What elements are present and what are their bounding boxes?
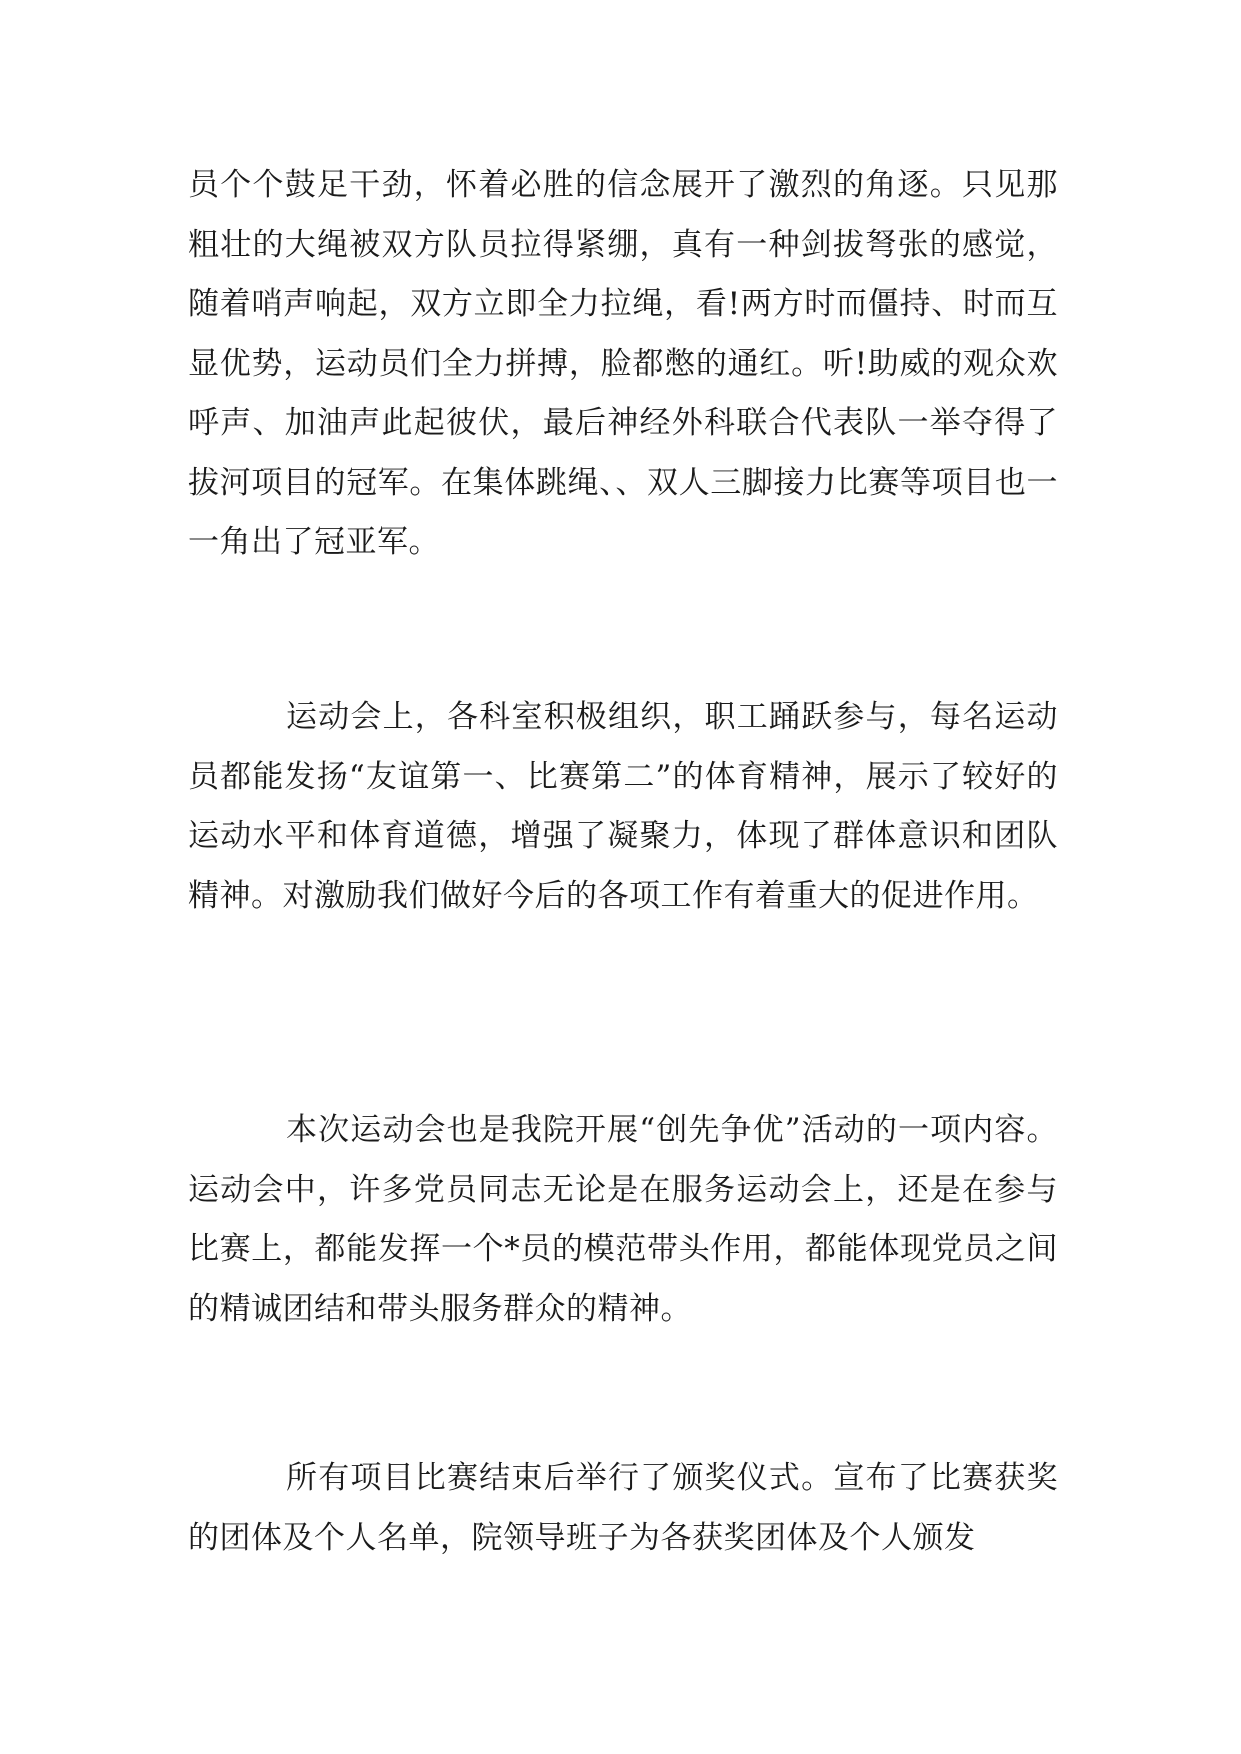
paragraph-award-ceremony: 所有项目比赛结束后举行了颁奖仪式。宣布了比赛获奖的团体及个人名单，院领导班子为各获奖团体及个人颁发 — [188, 1460, 1058, 1556]
paragraph-tug-of-war: 员个个鼓足干劲，怀着必胜的信念展开了激烈的角逐。只见那粗壮的大绳被双方队员拉得紧绷，真有一种剑拔弩张的感觉，随着哨声响起，双方立即全力拉绳，看!两方时而僵持、时而互显优势，运动员们全力拼搏，脸都憋的通红。听!助威的观众欢呼声、加油声此起彼伏，最后神经外科联合代表队一举夺得了拔河项目的冠军。在集体跳绳、、双人三脚接力比赛等项目也一一角出了冠亚军。 — [188, 167, 1058, 560]
paragraph-party-activity: 本次运动会也是我院开展“创先争优”活动的一项内容。运动会中，许多党员同志无论是在服务运动会上，还是在参与比赛上，都能发挥一个*员的模范带头作用，都能体现党员之间的精诚团结和带头服务群众的精神。 — [188, 1112, 1058, 1327]
paragraph-sports-spirit: 运动会上，各科室积极组织，职工踊跃参与，每名运动员都能发扬“友谊第一、比赛第二”的体育精神，展示了较好的运动水平和体育道德，增强了凝聚力，体现了群体意识和团队精神。对激励我们做好今后的各项工作有着重大的促进作用。 — [188, 699, 1058, 914]
